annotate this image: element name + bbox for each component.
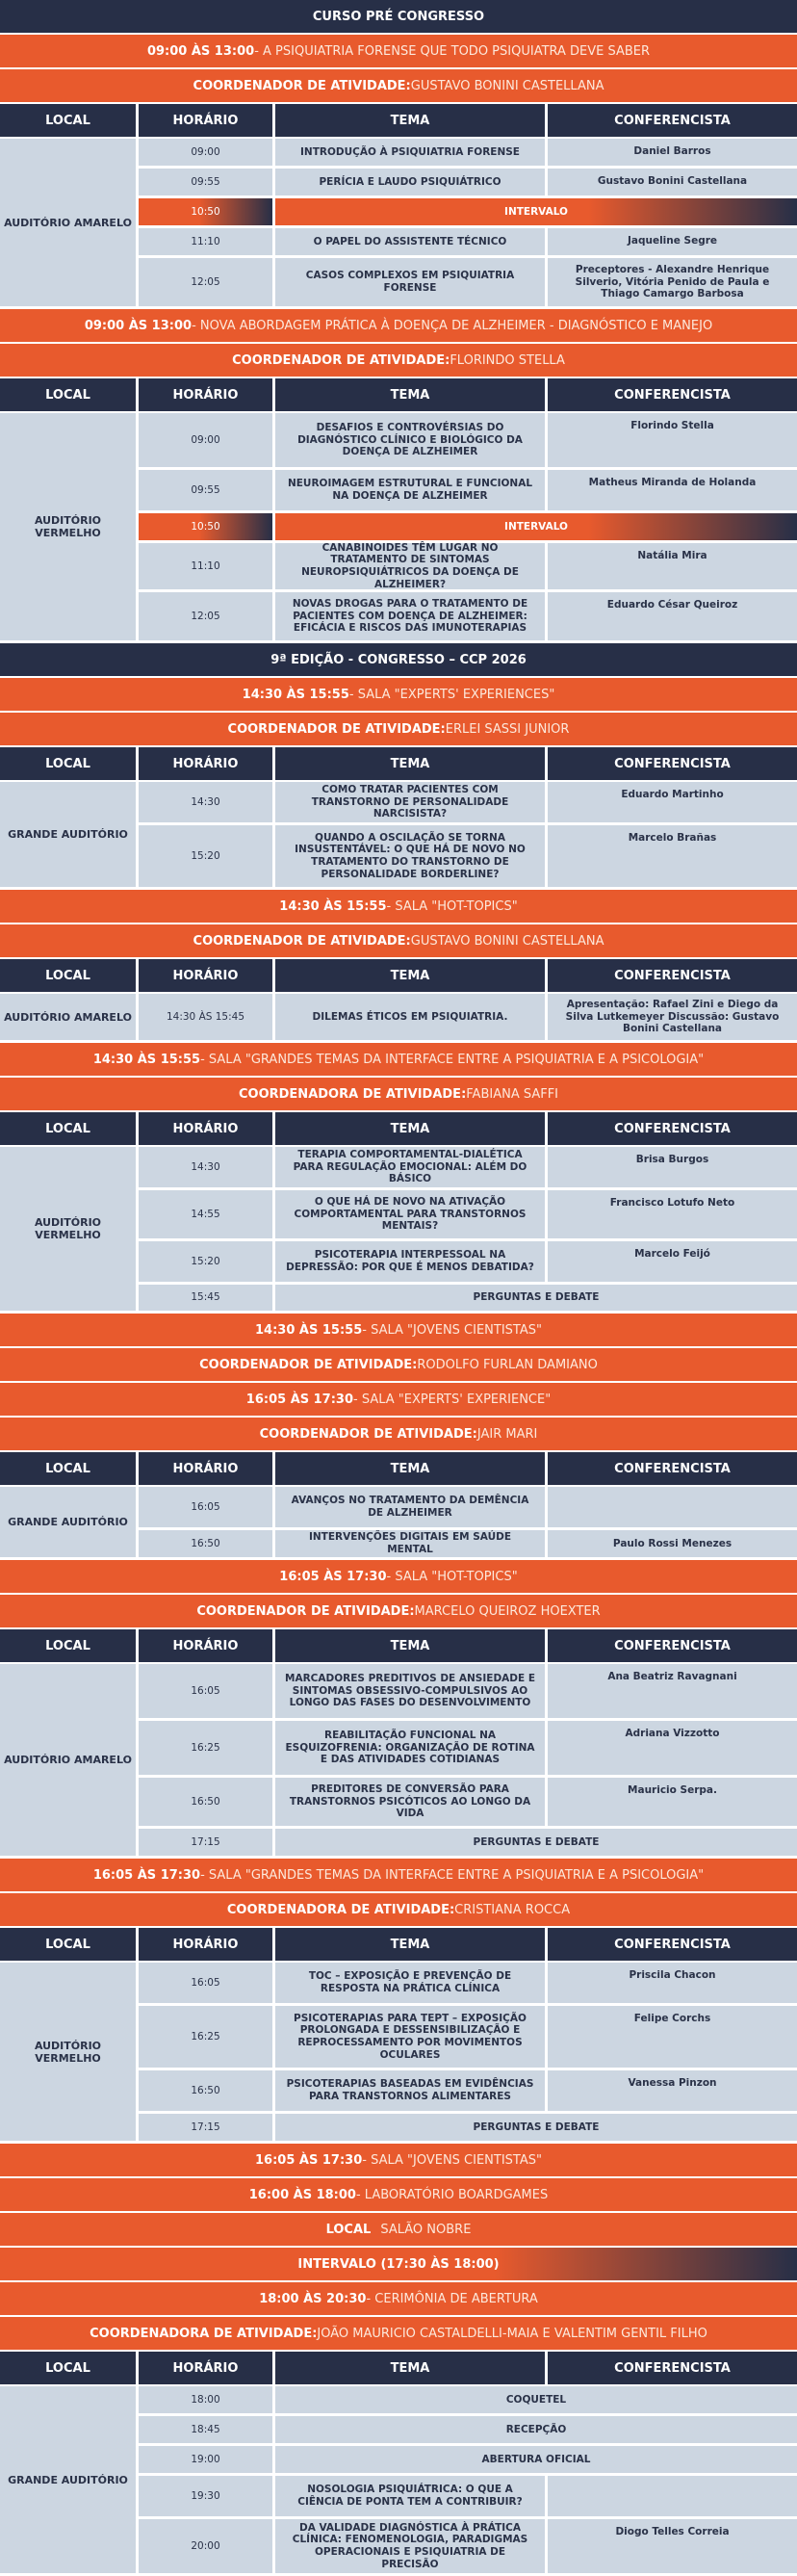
time-cell: 16:05 — [139, 1487, 272, 1527]
speaker-cell: Marcelo Feijó — [548, 1241, 797, 1282]
col-local: LOCAL — [0, 1112, 136, 1145]
table-row — [139, 1241, 797, 1282]
table-row — [139, 2070, 797, 2111]
speaker-cell: Eduardo César Queiroz — [548, 592, 797, 640]
debate-row — [139, 1285, 797, 1311]
time-cell: 09:00 — [139, 139, 272, 166]
speaker-cell: Eduardo Martinho — [548, 782, 797, 822]
coordinator-bar: COORDENADOR DE ATIVIDADE: JAIR MARI — [0, 1418, 797, 1450]
col-tema: TEMA — [275, 1112, 545, 1145]
col-tema: TEMA — [275, 2352, 545, 2384]
time-cell: 16:05 — [139, 1664, 272, 1718]
col-tema: TEMA — [275, 1452, 545, 1485]
time-cell: 14:30 — [139, 782, 272, 822]
speaker-cell: Felipe Corchs — [548, 2006, 797, 2068]
table-row — [139, 592, 797, 640]
table-row — [139, 413, 797, 467]
speaker-cell: Gustavo Bonini Castellana — [548, 169, 797, 195]
time-cell: 09:55 — [139, 470, 272, 510]
congress-title: 9ª EDIÇÃO - CONGRESSO – CCP 2026 — [0, 643, 797, 676]
time-cell: 16:50 — [139, 1778, 272, 1826]
schedule-table — [0, 1664, 797, 1856]
col-horario: HORÁRIO — [139, 747, 272, 780]
coordinator-bar: COORDENADOR DE ATIVIDADE: MARCELO QUEIROZ HOEXTER — [0, 1595, 797, 1627]
session-header: 16:00 ÀS 18:00 - LABORATÓRIO BOARDGAMES — [0, 2178, 797, 2211]
time-cell: 16:25 — [139, 2006, 272, 2068]
time-cell: 18:45 — [139, 2416, 272, 2443]
table-row — [139, 782, 797, 822]
time-cell: 14:30 — [139, 1147, 272, 1187]
table-row — [139, 1190, 797, 1238]
table-row — [139, 825, 797, 887]
col-horario: HORÁRIO — [139, 104, 272, 137]
time-cell: 19:00 — [139, 2446, 272, 2473]
time-cell: 16:25 — [139, 1721, 272, 1775]
coordinator-bar: COORDENADOR DE ATIVIDADE: GUSTAVO BONINI CASTELLANA — [0, 924, 797, 957]
time-cell: 09:55 — [139, 169, 272, 195]
table-header — [0, 1452, 797, 1485]
coordinator-bar: COORDENADOR DE ATIVIDADE: GUSTAVO BONINI CASTELLANA — [0, 69, 797, 102]
schedule-table — [0, 1147, 797, 1311]
topic-cell: NOVAS DROGAS PARA O TRATAMENTO DE PACIENTES COM DOENÇA DE ALZHEIMER: EFICÁCIA E RISCOS DAS IMUNOTERAPIAS — [275, 592, 545, 640]
venue-cell: AUDITÓRIO AMARELO — [0, 994, 136, 1040]
schedule-table — [0, 1963, 797, 2141]
time-cell: 19:30 — [139, 2476, 272, 2516]
col-local: LOCAL — [0, 1928, 136, 1961]
session-header: 16:05 ÀS 17:30 - SALA "EXPERTS' EXPERIENCE" — [0, 1383, 797, 1416]
speaker-cell: Florindo Stella — [548, 413, 797, 467]
debate-label: PERGUNTAS E DEBATE — [275, 1285, 797, 1311]
speaker-cell: Jaqueline Segre — [548, 228, 797, 255]
venue-cell: AUDITÓRIO VERMELHO — [0, 1147, 136, 1311]
topic-cell: TERAPIA COMPORTAMENTAL-DIALÉTICA PARA REGULAÇÃO EMOCIONAL: ALÉM DO BÁSICO — [275, 1147, 545, 1187]
time-cell: 09:00 — [139, 413, 272, 467]
topic-cell: TOC – EXPOSIÇÃO E PREVENÇÃO DE RESPOSTA NA PRÁTICA CLÍNICA — [275, 1963, 545, 2003]
col-conferencista: CONFERENCISTA — [548, 378, 797, 411]
intervalo-bar: INTERVALO (17:30 ÀS 18:00) — [0, 2248, 797, 2280]
pre-congress-title: CURSO PRÉ CONGRESSO — [0, 0, 797, 33]
debate-row — [139, 1829, 797, 1856]
time-cell: 20:00 — [139, 2519, 272, 2573]
col-local: LOCAL — [0, 378, 136, 411]
table-row — [139, 258, 797, 306]
time-cell: 14:55 — [139, 1190, 272, 1238]
speaker-cell: Preceptores - Alexandre Henrique Silverio, Vitória Penido de Paula e Thiago Camargo Barbosa — [548, 258, 797, 306]
speaker-cell: Adriana Vizzotto — [548, 1721, 797, 1775]
time-cell: 15:20 — [139, 1241, 272, 1282]
coordinator-bar: COORDENADORA DE ATIVIDADE: FABIANA SAFFI — [0, 1078, 797, 1110]
break-label: INTERVALO — [275, 198, 797, 225]
time-cell: 12:05 — [139, 258, 272, 306]
debate-row — [139, 2114, 797, 2141]
time-cell: 17:15 — [139, 2114, 272, 2141]
col-conferencista: CONFERENCISTA — [548, 1629, 797, 1662]
topic-cell: INTERVENÇÕES DIGITAIS EM SAÚDE MENTAL — [275, 1530, 545, 1557]
topic-cell: PSICOTERAPIAS BASEADAS EM EVIDÊNCIAS PARA TRANSTORNOS ALIMENTARES — [275, 2070, 545, 2111]
coordinator-bar: COORDENADOR DE ATIVIDADE: RODOLFO FURLAN DAMIANO — [0, 1348, 797, 1381]
topic-cell: CANABINOIDES TÊM LUGAR NO TRATAMENTO DE SINTOMAS NEUROPSIQUIÁTRICOS DA DOENÇA DE ALZHEIMER? — [275, 543, 545, 589]
speaker-cell: Priscila Chacon — [548, 1963, 797, 2003]
time-cell: 18:00 — [139, 2386, 272, 2413]
coordinator-bar: COORDENADORA DE ATIVIDADE: JOÃO MAURICIO CASTALDELLI-MAIA E VALENTIM GENTIL FILHO — [0, 2317, 797, 2350]
col-local: LOCAL — [0, 959, 136, 992]
schedule-table — [0, 1487, 797, 1557]
topic-cell: MARCADORES PREDITIVOS DE ANSIEDADE E SINTOMAS OBSESSIVO-COMPULSIVOS AO LONGO DAS FASES DO DESENVOLVIMENTO — [275, 1664, 545, 1718]
topic-cell: REABILITAÇÃO FUNCIONAL NA ESQUIZOFRENIA: ORGANIZAÇÃO DE ROTINA E DAS ATIVIDADES COTIDIANAS — [275, 1721, 545, 1775]
speaker-cell — [548, 2476, 797, 2516]
time-cell: 10:50 — [139, 513, 272, 540]
table-row — [139, 1963, 797, 2003]
time-cell: 17:15 — [139, 1829, 272, 1856]
col-horario: HORÁRIO — [139, 1928, 272, 1961]
col-local: LOCAL — [0, 1452, 136, 1485]
table-row — [139, 470, 797, 510]
time-cell: 11:10 — [139, 228, 272, 255]
table-header — [0, 1928, 797, 1961]
topic-cell: O QUE HÁ DE NOVO NA ATIVAÇÃO COMPORTAMENTAL PARA TRANSTORNOS MENTAIS? — [275, 1190, 545, 1238]
session-header: 14:30 ÀS 15:55 - SALA "HOT-TOPICS" — [0, 890, 797, 923]
col-tema: TEMA — [275, 747, 545, 780]
table-header — [0, 378, 797, 411]
event-label: ABERTURA OFICIAL — [275, 2446, 797, 2473]
topic-cell: CASOS COMPLEXOS EM PSIQUIATRIA FORENSE — [275, 258, 545, 306]
table-row — [139, 1778, 797, 1826]
table-row — [139, 139, 797, 166]
topic-cell: PSICOTERAPIA INTERPESSOAL NA DEPRESSÃO: POR QUE É MENOS DEBATIDA? — [275, 1241, 545, 1282]
event-row — [139, 2386, 797, 2413]
speaker-cell — [548, 1487, 797, 1527]
time-cell: 16:50 — [139, 2070, 272, 2111]
speaker-cell: Natália Mira — [548, 543, 797, 589]
coordinator-bar: COORDENADORA DE ATIVIDADE: CRISTIANA ROCCA — [0, 1893, 797, 1926]
table-header — [0, 747, 797, 780]
event-label: RECEPÇÃO — [275, 2416, 797, 2443]
col-tema: TEMA — [275, 1629, 545, 1662]
venue-cell: AUDITÓRIO AMARELO — [0, 1664, 136, 1856]
debate-label: PERGUNTAS E DEBATE — [275, 1829, 797, 1856]
col-horario: HORÁRIO — [139, 959, 272, 992]
col-horario: HORÁRIO — [139, 2352, 272, 2384]
col-horario: HORÁRIO — [139, 378, 272, 411]
table-row — [139, 2476, 797, 2516]
col-conferencista: CONFERENCISTA — [548, 747, 797, 780]
col-tema: TEMA — [275, 1928, 545, 1961]
venue-cell: AUDITÓRIO VERMELHO — [0, 1963, 136, 2141]
time-cell: 15:45 — [139, 1285, 272, 1311]
table-header — [0, 2352, 797, 2384]
col-local: LOCAL — [0, 1629, 136, 1662]
event-label: COQUETEL — [275, 2386, 797, 2413]
col-horario: HORÁRIO — [139, 1629, 272, 1662]
speaker-cell: Daniel Barros — [548, 139, 797, 166]
schedule-table — [0, 413, 797, 640]
speaker-cell: Apresentação: Rafael Zini e Diego da Silva Lutkemeyer Discussão: Gustavo Bonini Castellana — [548, 994, 797, 1040]
session-header: 16:05 ÀS 17:30 - SALA "GRANDES TEMAS DA INTERFACE ENTRE A PSIQUIATRIA E A PSICOLOGIA" — [0, 1859, 797, 1891]
debate-label: PERGUNTAS E DEBATE — [275, 2114, 797, 2141]
table-row — [139, 994, 797, 1040]
topic-cell: PERÍCIA E LAUDO PSIQUIÁTRICO — [275, 169, 545, 195]
break-label: INTERVALO — [275, 513, 797, 540]
session-header: 14:30 ÀS 15:55 - SALA "GRANDES TEMAS DA INTERFACE ENTRE A PSIQUIATRIA E A PSICOLOGIA" — [0, 1043, 797, 1076]
session-header: 09:00 ÀS 13:00 - NOVA ABORDAGEM PRÁTICA À DOENÇA DE ALZHEIMER - DIAGNÓSTICO E MANEJO — [0, 309, 797, 342]
col-conferencista: CONFERENCISTA — [548, 1452, 797, 1485]
table-header — [0, 1629, 797, 1662]
col-conferencista: CONFERENCISTA — [548, 1928, 797, 1961]
topic-cell: INTRODUÇÃO À PSIQUIATRIA FORENSE — [275, 139, 545, 166]
event-row — [139, 2416, 797, 2443]
col-conferencista: CONFERENCISTA — [548, 104, 797, 137]
col-conferencista: CONFERENCISTA — [548, 959, 797, 992]
venue-cell: AUDITÓRIO AMARELO — [0, 139, 136, 306]
session-header: 16:05 ÀS 17:30 - SALA "HOT-TOPICS" — [0, 1560, 797, 1593]
table-row — [139, 2519, 797, 2573]
table-row — [139, 2006, 797, 2068]
col-horario: HORÁRIO — [139, 1452, 272, 1485]
schedule-table — [0, 2386, 797, 2573]
table-row — [139, 1664, 797, 1718]
session-header: 18:00 ÀS 20:30 - CERIMÔNIA DE ABERTURA — [0, 2282, 797, 2315]
col-horario: HORÁRIO — [139, 1112, 272, 1145]
speaker-cell: Brisa Burgos — [548, 1147, 797, 1187]
speaker-cell: Marcelo Brañas — [548, 825, 797, 887]
table-row — [139, 1530, 797, 1557]
break-row — [139, 513, 797, 540]
speaker-cell: Diogo Telles Correia — [548, 2519, 797, 2573]
speaker-cell: Mauricio Serpa. — [548, 1778, 797, 1826]
col-local: LOCAL — [0, 104, 136, 137]
table-header — [0, 1112, 797, 1145]
table-row — [139, 543, 797, 589]
time-cell: 15:20 — [139, 825, 272, 887]
time-cell: 10:50 — [139, 198, 272, 225]
speaker-cell: Ana Beatriz Ravagnani — [548, 1664, 797, 1718]
break-row — [139, 198, 797, 225]
session-header: 14:30 ÀS 15:55 - SALA "JOVENS CIENTISTAS" — [0, 1314, 797, 1346]
table-row — [139, 169, 797, 195]
table-row — [139, 1487, 797, 1527]
topic-cell: PSICOTERAPIAS PARA TEPT – EXPOSIÇÃO PROLONGADA E DESSENSIBILIZAÇÃO E REPROCESSAMENTO POR MOVIMENTOS OCULARES — [275, 2006, 545, 2068]
venue-cell: GRANDE AUDITÓRIO — [0, 1487, 136, 1557]
table-row — [139, 228, 797, 255]
topic-cell: DA VALIDADE DIAGNÓSTICA À PRÁTICA CLÍNICA: FENOMENOLOGIA, PARADIGMAS OPERACIONAIS E PSIQUIATRIA DE PRECISÃO — [275, 2519, 545, 2573]
topic-cell: QUANDO A OSCILAÇÃO SE TORNA INSUSTENTÁVEL: O QUE HÁ DE NOVO NO TRATAMENTO DO TRANSTORNO DE PERSONALIDADE BORDERLINE? — [275, 825, 545, 887]
col-tema: TEMA — [275, 378, 545, 411]
speaker-cell: Francisco Lotufo Neto — [548, 1190, 797, 1238]
coordinator-bar: COORDENADOR DE ATIVIDADE: ERLEI SASSI JUNIOR — [0, 713, 797, 745]
location-bar: LOCAL SALÃO NOBRE — [0, 2213, 797, 2246]
col-local: LOCAL — [0, 2352, 136, 2384]
table-header — [0, 104, 797, 137]
topic-cell: NOSOLOGIA PSIQUIÁTRICA: O QUE A CIÊNCIA DE PONTA TEM A CONTRIBUIR? — [275, 2476, 545, 2516]
col-tema: TEMA — [275, 104, 545, 137]
topic-cell: AVANÇOS NO TRATAMENTO DA DEMÊNCIA DE ALZHEIMER — [275, 1487, 545, 1527]
venue-cell: GRANDE AUDITÓRIO — [0, 2386, 136, 2573]
session-header: 16:05 ÀS 17:30 - SALA "JOVENS CIENTISTAS" — [0, 2144, 797, 2176]
schedule-table — [0, 994, 797, 1040]
topic-cell: NEUROIMAGEM ESTRUTURAL E FUNCIONAL NA DOENÇA DE ALZHEIMER — [275, 470, 545, 510]
speaker-cell: Paulo Rossi Menezes — [548, 1530, 797, 1557]
col-tema: TEMA — [275, 959, 545, 992]
col-conferencista: CONFERENCISTA — [548, 2352, 797, 2384]
col-local: LOCAL — [0, 747, 136, 780]
time-cell: 14:30 ÀS 15:45 — [139, 994, 272, 1040]
event-row — [139, 2446, 797, 2473]
topic-cell: DILEMAS ÉTICOS EM PSIQUIATRIA. — [275, 994, 545, 1040]
col-conferencista: CONFERENCISTA — [548, 1112, 797, 1145]
venue-cell: GRANDE AUDITÓRIO — [0, 782, 136, 887]
table-header — [0, 959, 797, 992]
table-row — [139, 1147, 797, 1187]
coordinator-bar: COORDENADOR DE ATIVIDADE: FLORINDO STELLA — [0, 344, 797, 377]
venue-cell: AUDITÓRIO VERMELHO — [0, 413, 136, 640]
time-cell: 11:10 — [139, 543, 272, 589]
time-cell: 16:05 — [139, 1963, 272, 2003]
time-cell: 12:05 — [139, 592, 272, 640]
table-row — [139, 1721, 797, 1775]
session-header: 14:30 ÀS 15:55 - SALA "EXPERTS' EXPERIENCES" — [0, 678, 797, 711]
schedule-table — [0, 139, 797, 306]
topic-cell: PREDITORES DE CONVERSÃO PARA TRANSTORNOS PSICÓTICOS AO LONGO DA VIDA — [275, 1778, 545, 1826]
speaker-cell: Vanessa Pinzon — [548, 2070, 797, 2111]
time-cell: 16:50 — [139, 1530, 272, 1557]
topic-cell: DESAFIOS E CONTROVÉRSIAS DO DIAGNÓSTICO CLÍNICO E BIOLÓGICO DA DOENÇA DE ALZHEIMER — [275, 413, 545, 467]
schedule-table — [0, 782, 797, 887]
speaker-cell: Matheus Miranda de Holanda — [548, 470, 797, 510]
topic-cell: COMO TRATAR PACIENTES COM TRANSTORNO DE PERSONALIDADE NARCISISTA? — [275, 782, 545, 822]
topic-cell: O PAPEL DO ASSISTENTE TÉCNICO — [275, 228, 545, 255]
session-header: 09:00 ÀS 13:00 - A PSIQUIATRIA FORENSE QUE TODO PSIQUIATRA DEVE SABER — [0, 35, 797, 67]
